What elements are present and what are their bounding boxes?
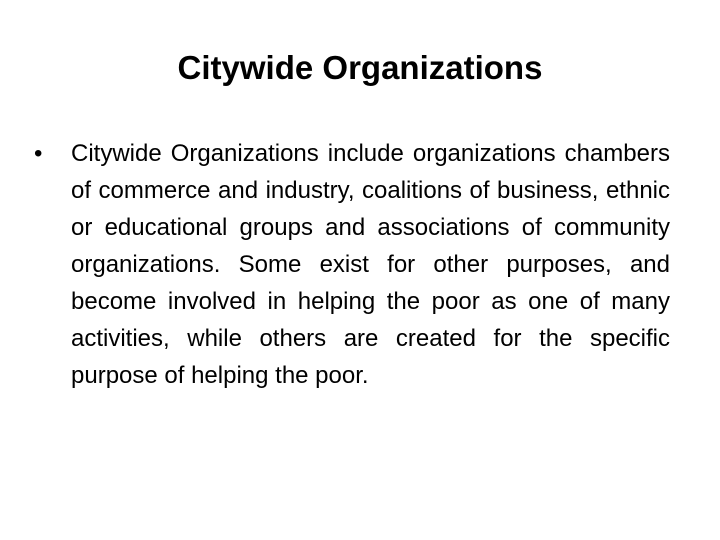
bullet-text: Citywide Organizations include organizations chambers of commerce and industry, coalitions of business, ethnic or educational groups and associations of community organizations. Some exist for other purposes, and become involved in helping the poor as one of many activities, while others are created for the specific purpose of helping the poor. (71, 140, 670, 389)
slide-title: Citywide Organizations (177, 49, 543, 86)
bullet-marker: • (34, 140, 43, 167)
bullet-list (34, 135, 670, 394)
bullet-item (34, 135, 670, 394)
